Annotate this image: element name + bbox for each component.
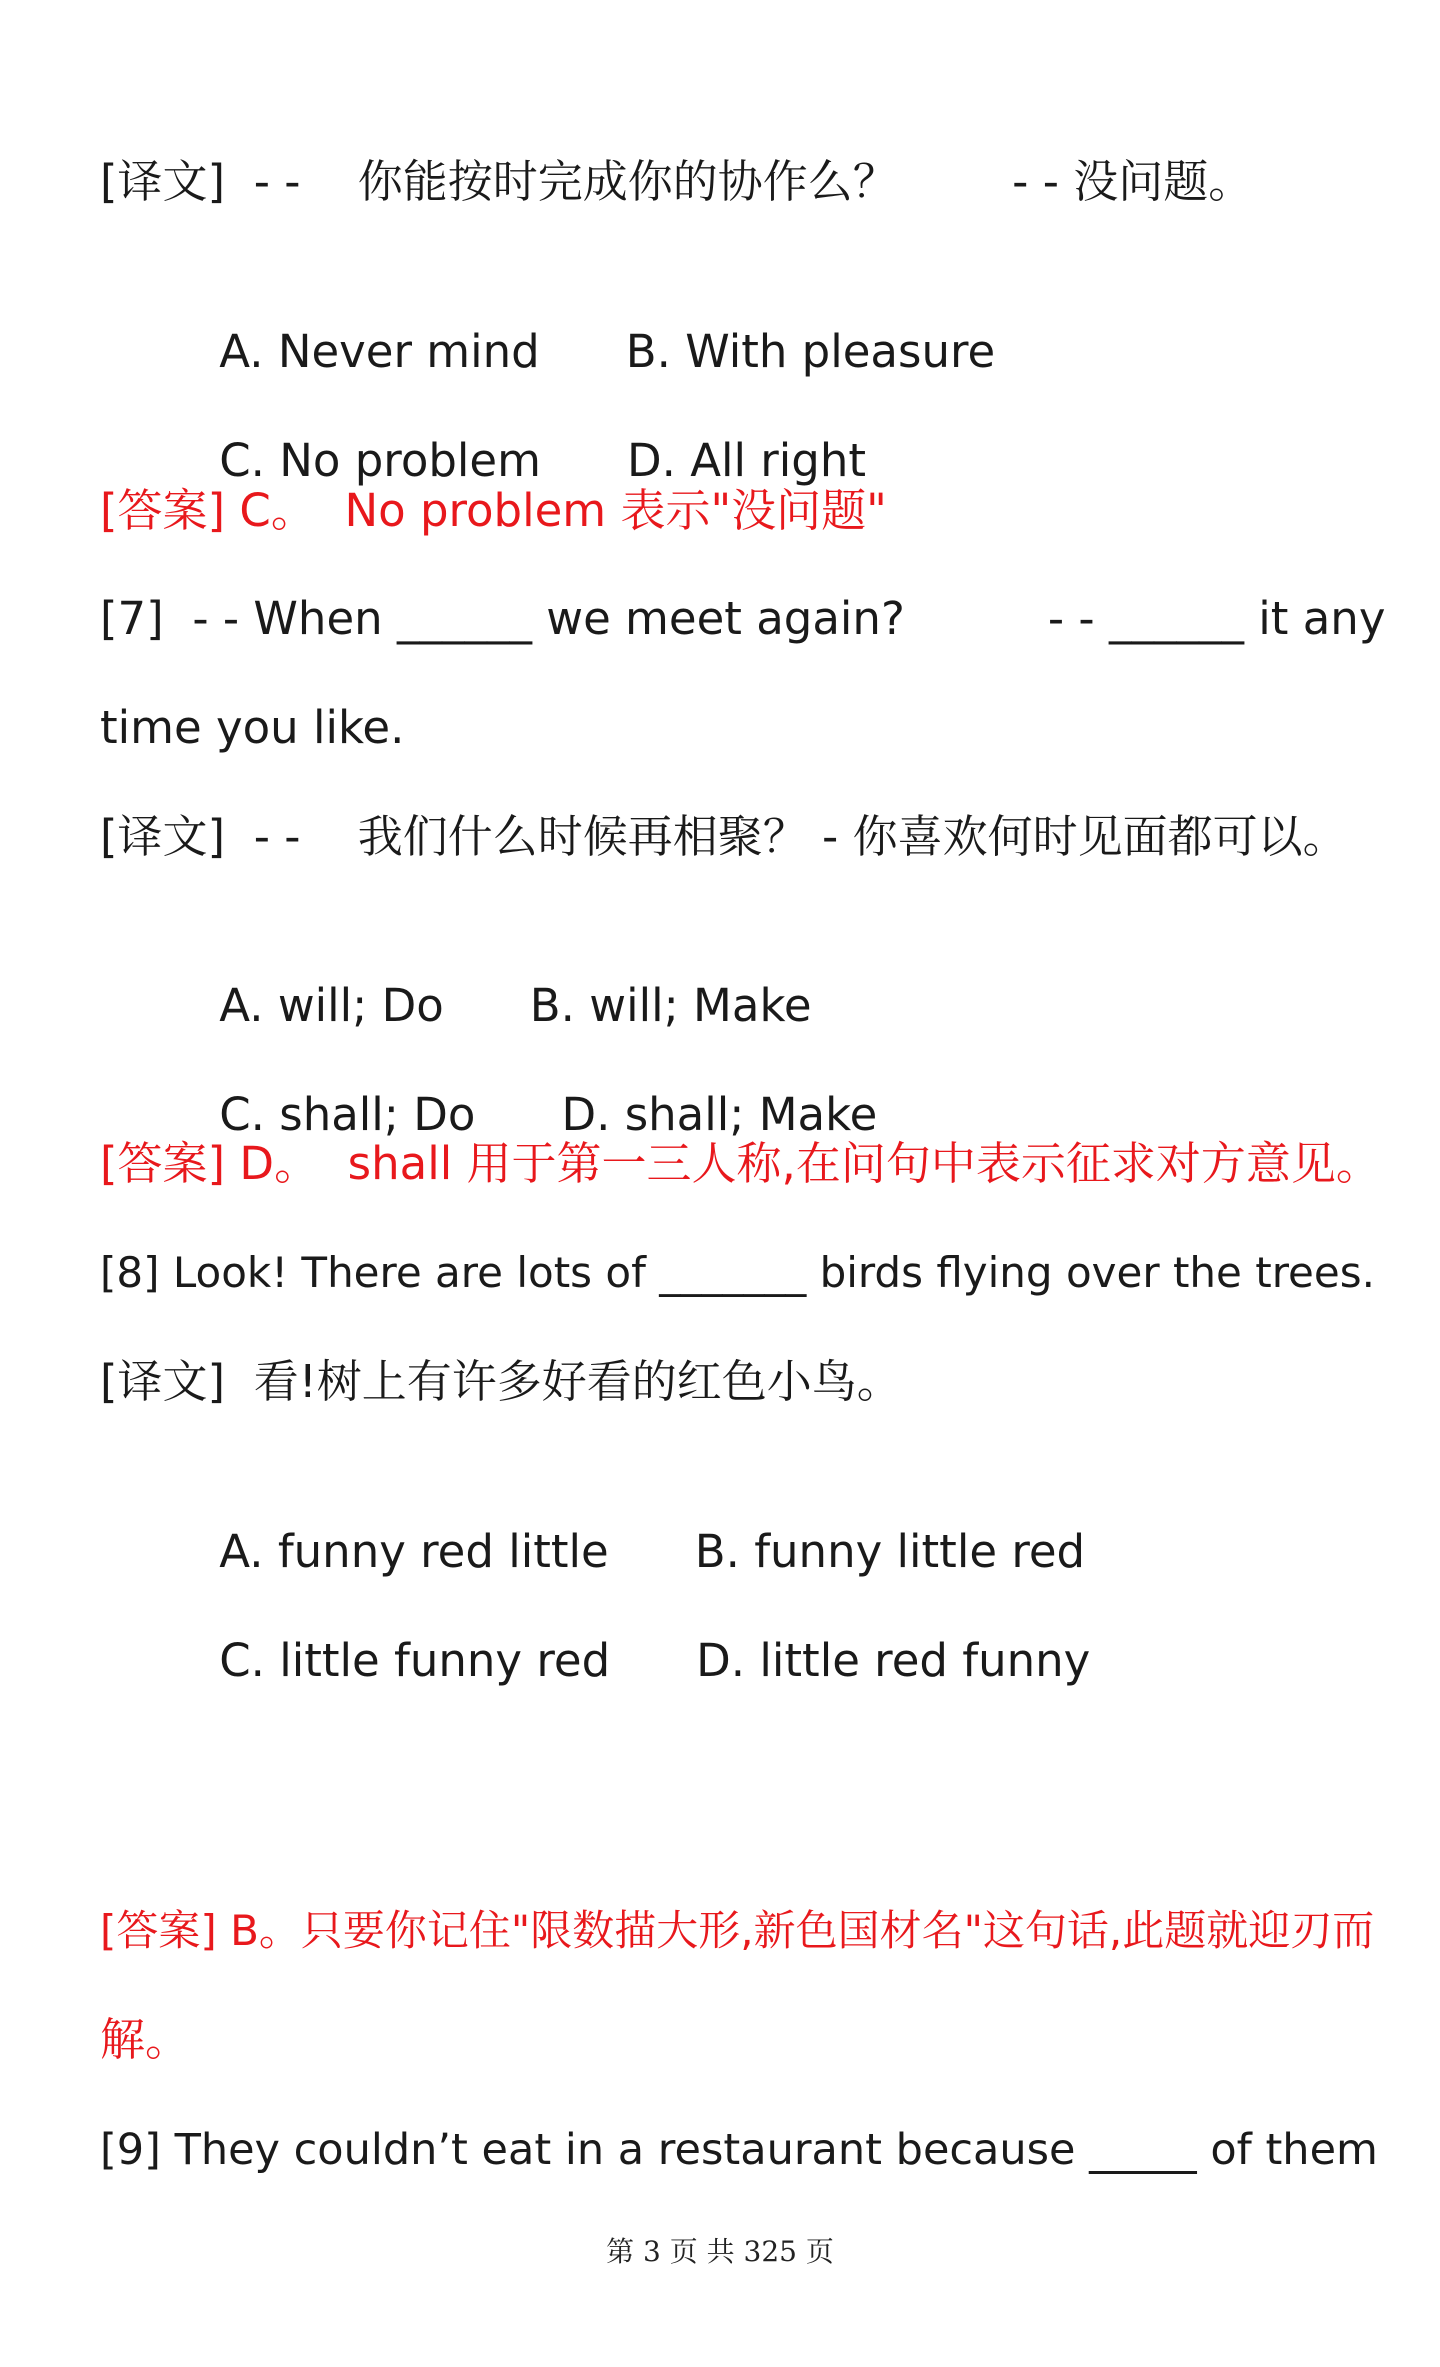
question-7: [7] - - When ______ we meet again? - - ______ it any <box>100 592 1386 645</box>
options-8-row2 <box>162 1571 1090 1751</box>
option-c: C. little funny red <box>219 1634 611 1687</box>
translation-6: [译文] - - 你能按时完成你的协作么？ - - 没问题。 <box>100 155 1254 208</box>
option-c: C. shall; Do <box>219 1088 476 1141</box>
answer-8: [答案] B。只要你记住"限数描大形,新色国材名"这句话,此题就迎刃而 <box>100 1906 1375 1955</box>
option-b: B. will; Make <box>529 979 812 1032</box>
option-a: A. Never mind <box>219 325 540 378</box>
answer-6: [答案] C。 No problem 表示"没问题" <box>100 484 887 537</box>
option-d: D. All right <box>626 434 867 487</box>
question-8: [8] Look! There are lots of _______ birds flying over the trees. <box>100 1248 1375 1297</box>
page-footer: 第 3 页 共 325 页 <box>606 2235 834 2268</box>
question-7-cont: time you like. <box>100 701 405 754</box>
question-9: [9] They couldn’t eat in a restaurant because _____ of them <box>100 2125 1378 2175</box>
option-d: D. shall; Make <box>561 1088 878 1141</box>
option-a: A. funny red little <box>219 1525 609 1578</box>
option-a: A. will; Do <box>219 979 444 1032</box>
translation-7: [译文] - - 我们什么时候再相聚？ - 你喜欢何时见面都可以。 <box>100 810 1348 863</box>
answer-7: [答案] D。 shall 用于第一三人称,在问句中表示征求对方意见。 <box>100 1137 1381 1190</box>
option-b: B. With pleasure <box>625 325 996 378</box>
option-b: B. funny little red <box>694 1525 1086 1578</box>
translation-8: [译文] 看!树上有许多好看的红色小鸟。 <box>100 1355 902 1408</box>
option-d: D. little red funny <box>696 1634 1091 1687</box>
answer-8-cont: 解。 <box>100 2013 191 2066</box>
option-c: C. No problem <box>219 434 541 487</box>
